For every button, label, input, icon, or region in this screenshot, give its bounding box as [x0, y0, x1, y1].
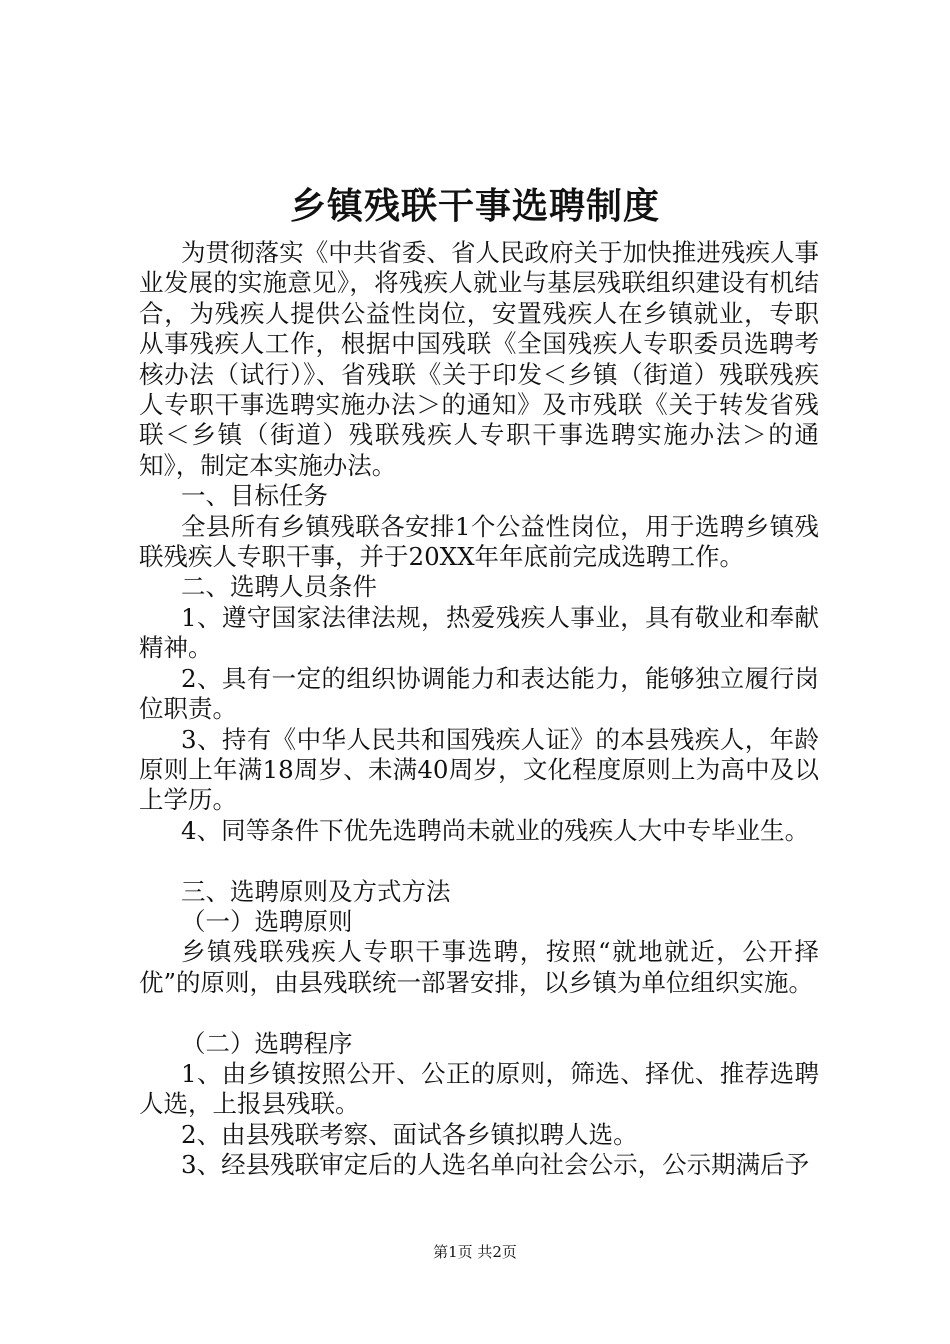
- section-heading-conditions: 二、选聘人员条件: [181, 572, 377, 602]
- procedure-item-1: 1、由乡镇按照公开、公正的原则，筛选、择优、推荐选聘人选，上报县残联。: [139, 1058, 819, 1119]
- subsection-heading-principle: （一）选聘原则: [181, 906, 353, 936]
- principle-paragraph: 乡镇残联残疾人专职干事选聘，按照“就地就近，公开择优”的原则，由县残联统一部署安排，以乡镇为单位组织实施。: [139, 937, 819, 997]
- procedure-item-2: 2、由县残联考察、面试各乡镇拟聘人选。: [181, 1119, 638, 1149]
- paragraph-gap: [139, 846, 819, 876]
- condition-item-2: 2、具有一定的组织协调能力和表达能力，能够独立履行岗位职责。: [139, 663, 819, 724]
- intro-paragraph: 为贯彻落实《中共省委、省人民政府关于加快推进残疾人事业发展的实施意见》，将残疾人就业与基层残联组织建设有机结合，为残疾人提供公益性岗位，安置残疾人在乡镇就业，专职从事残疾人工作，根据中国残联《全国残疾人专职委员选聘考核办法（试行）》、省残联《关于印发＜乡镇（街道）残联残疾人专职干事选聘实施办法＞的通知》及市残联《关于转发省残联＜乡镇（街道）残联残疾人专职干事选聘实施办法＞的通知》，制定本实施办法。: [139, 238, 819, 480]
- section-heading-goals: 一、目标任务: [181, 481, 328, 511]
- subsection-heading-procedure: （二）选聘程序: [181, 1028, 353, 1058]
- condition-item-4: 4、同等条件下优先选聘尚未就业的残疾人大中专毕业生。: [181, 815, 810, 845]
- page-footer: 第1页 共2页: [433, 1243, 517, 1261]
- condition-item-3: 3、持有《中华人民共和国残疾人证》的本县残疾人，年龄原则上年满18周岁、未满40周岁，文化程度原则上为高中及以上学历。: [139, 724, 819, 815]
- document-title: 乡镇残联干事选聘制度: [289, 186, 660, 227]
- goals-paragraph: 全县所有乡镇残联各安排1个公益性岗位，用于选聘乡镇残联残疾人专职干事，并于20XX年年底前完成选聘工作。: [139, 511, 819, 572]
- procedure-item-3: 3、经县残联审定后的人选名单向社会公示，公示期满后予: [181, 1150, 810, 1180]
- paragraph-gap: [139, 998, 819, 1028]
- section-heading-principles: 三、选聘原则及方式方法: [181, 876, 451, 906]
- document-body: [139, 238, 819, 1181]
- condition-item-1: 1、遵守国家法律法规，热爱残疾人事业，具有敬业和奉献精神。: [139, 602, 819, 663]
